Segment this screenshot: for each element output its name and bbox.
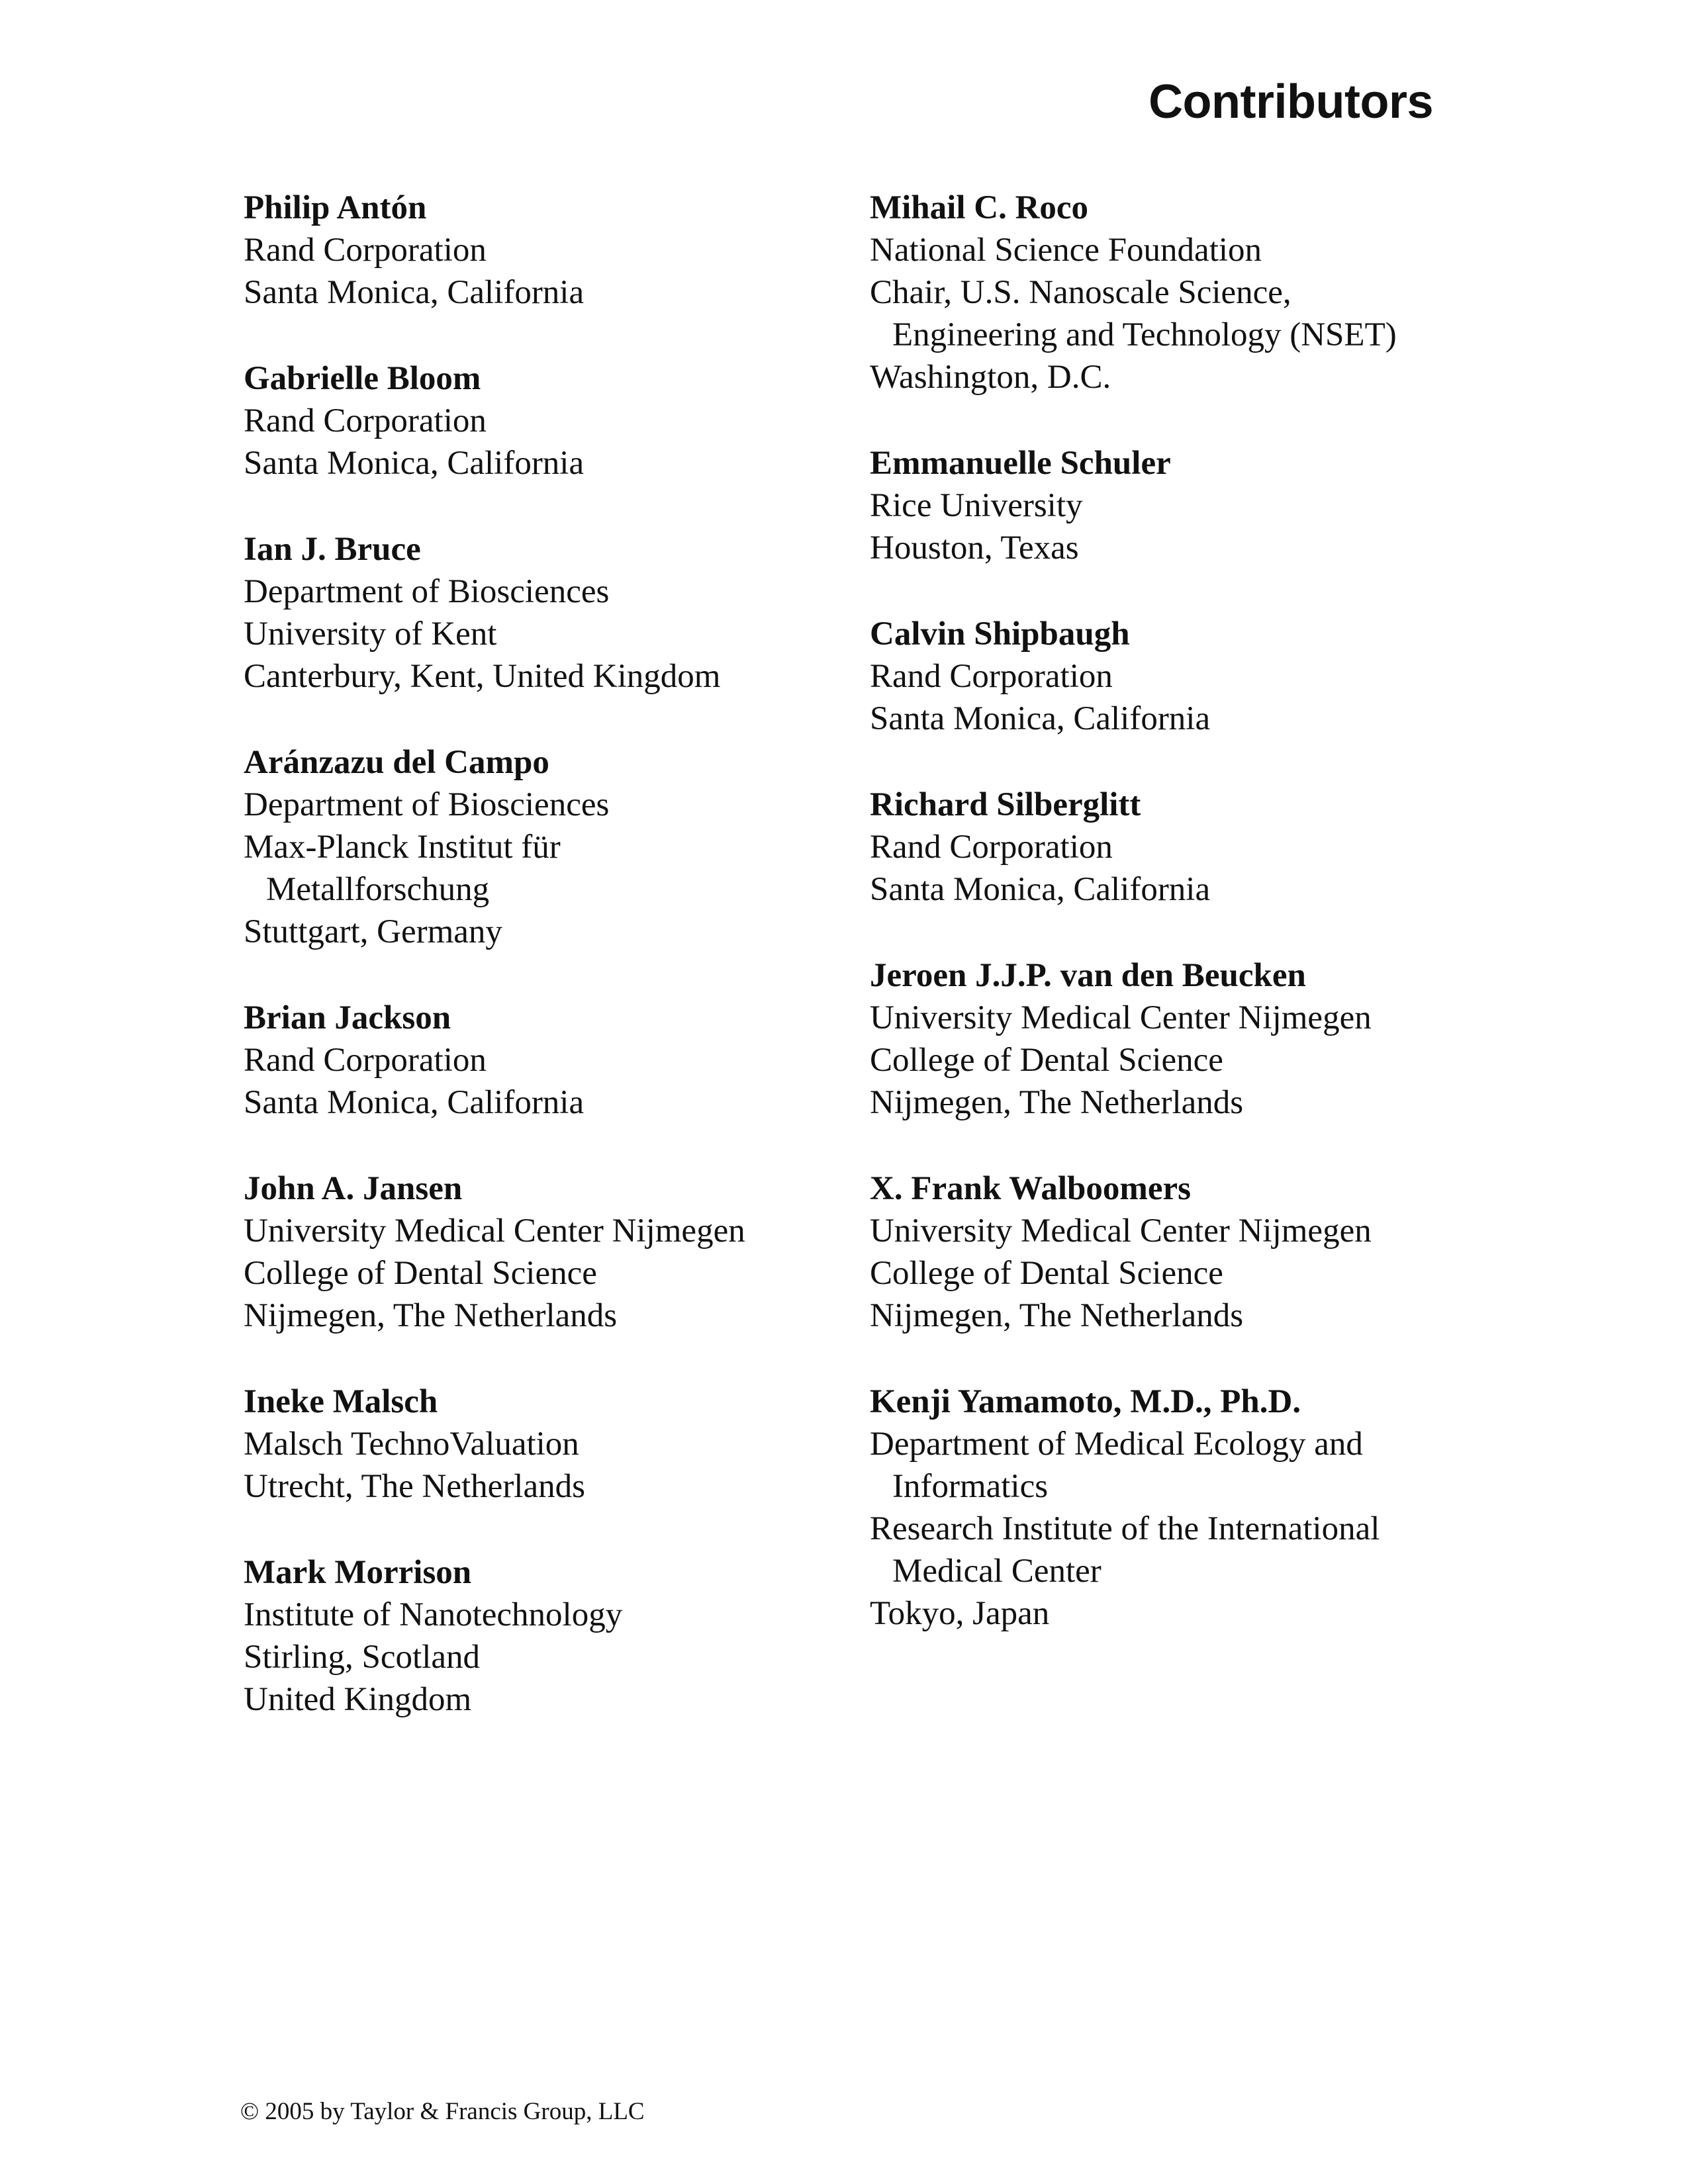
contributor-entry bbox=[870, 613, 1466, 740]
contributor-name: Emmanuelle Schuler bbox=[870, 445, 1171, 482]
affiliation-line: University Medical Center Nijmegen bbox=[870, 1212, 1372, 1250]
contributor-name: Calvin Shipbaugh bbox=[870, 615, 1130, 653]
contributor-name: Jeroen J.J.P. van den Beucken bbox=[870, 957, 1306, 994]
affiliation-line: Rand Corporation bbox=[244, 232, 487, 269]
page-title: Contributors bbox=[1149, 75, 1433, 128]
affiliation-line: University Medical Center Nijmegen bbox=[244, 1212, 745, 1250]
contributor-name: X. Frank Walboomers bbox=[870, 1170, 1191, 1207]
affiliation-line: Washington, D.C. bbox=[870, 359, 1111, 396]
contributor-name: John A. Jansen bbox=[244, 1170, 463, 1207]
affiliation-line: Nijmegen, The Netherlands bbox=[244, 1297, 618, 1334]
contributor-name: Gabrielle Bloom bbox=[244, 360, 481, 397]
affiliation-line: Max-Planck Institut für bbox=[244, 829, 561, 866]
affiliation-line: Rand Corporation bbox=[870, 658, 1113, 695]
contributor-entry bbox=[870, 784, 1466, 911]
affiliation-line: Nijmegen, The Netherlands bbox=[870, 1084, 1244, 1121]
affiliation-line: Engineering and Technology (NSET) bbox=[892, 316, 1397, 353]
contributor-name: Aránzazu del Campo bbox=[244, 744, 549, 781]
affiliation-line: United Kingdom bbox=[244, 1681, 472, 1718]
affiliation-line: Tokyo, Japan bbox=[870, 1595, 1050, 1632]
affiliation-line: Informatics bbox=[892, 1468, 1049, 1505]
affiliation-line: Stirling, Scotland bbox=[244, 1639, 480, 1676]
contributor-name: Richard Silberglitt bbox=[870, 786, 1141, 823]
contributor-name: Ian J. Bruce bbox=[244, 531, 421, 568]
contributor-entry bbox=[244, 741, 839, 953]
contributor-name: Mihail C. Roco bbox=[870, 189, 1089, 226]
affiliation-line: Utrecht, The Netherlands bbox=[244, 1468, 585, 1505]
affiliation-line: Santa Monica, California bbox=[244, 445, 585, 482]
contributor-entry bbox=[244, 1167, 839, 1337]
affiliation-line: Medical Center bbox=[892, 1553, 1102, 1590]
contributor-name: Kenji Yamamoto, M.D., Ph.D. bbox=[870, 1383, 1301, 1420]
affiliation-line: Nijmegen, The Netherlands bbox=[870, 1297, 1244, 1334]
affiliation-line: University of Kent bbox=[244, 615, 497, 653]
affiliation-line: Santa Monica, California bbox=[870, 871, 1211, 908]
affiliation-line: Houston, Texas bbox=[870, 529, 1079, 567]
contributor-entry bbox=[870, 187, 1466, 398]
affiliation-line: Institute of Nanotechnology bbox=[244, 1596, 623, 1633]
contributor-entry bbox=[870, 954, 1466, 1124]
affiliation-line: Malsch TechnoValuation bbox=[244, 1426, 579, 1463]
contributor-entry bbox=[244, 997, 839, 1124]
contributor-entry bbox=[244, 1551, 839, 1721]
affiliation-line: University Medical Center Nijmegen bbox=[870, 999, 1372, 1036]
affiliation-line: College of Dental Science bbox=[244, 1255, 597, 1292]
contributor-entry bbox=[870, 442, 1466, 569]
affiliation-line: Rand Corporation bbox=[244, 1042, 487, 1079]
affiliation-line: Rand Corporation bbox=[870, 829, 1113, 866]
affiliation-line: Metallforschung bbox=[266, 871, 490, 908]
affiliation-line: National Science Foundation bbox=[870, 232, 1262, 269]
affiliation-line: Department of Biosciences bbox=[244, 786, 610, 823]
contributors-right-column bbox=[870, 187, 1466, 1635]
affiliation-line: College of Dental Science bbox=[870, 1042, 1223, 1079]
affiliation-line: Rice University bbox=[870, 487, 1083, 524]
contributor-entry bbox=[244, 1381, 839, 1508]
contributors-left-column bbox=[244, 187, 839, 1721]
affiliation-line: Santa Monica, California bbox=[244, 1084, 585, 1121]
contributor-entry bbox=[244, 187, 839, 314]
affiliation-line: Rand Corporation bbox=[244, 402, 487, 439]
affiliation-line: Canterbury, Kent, United Kingdom bbox=[244, 658, 721, 695]
affiliation-line: Research Institute of the International bbox=[870, 1510, 1380, 1547]
contributor-name: Mark Morrison bbox=[244, 1554, 472, 1591]
contributor-entry bbox=[870, 1167, 1466, 1337]
affiliation-line: Santa Monica, California bbox=[870, 700, 1211, 737]
contributor-name: Ineke Malsch bbox=[244, 1383, 438, 1420]
affiliation-line: College of Dental Science bbox=[870, 1255, 1223, 1292]
copyright-notice: © 2005 by Taylor & Francis Group, LLC bbox=[240, 2098, 645, 2125]
contributor-entry bbox=[870, 1381, 1466, 1635]
contributor-name: Brian Jackson bbox=[244, 999, 451, 1036]
contributor-name: Philip Antón bbox=[244, 189, 427, 226]
affiliation-line: Stuttgart, Germany bbox=[244, 913, 502, 950]
contributor-entry bbox=[244, 357, 839, 484]
affiliation-line: Department of Biosciences bbox=[244, 573, 610, 610]
affiliation-line: Chair, U.S. Nanoscale Science, bbox=[870, 274, 1291, 311]
affiliation-line: Santa Monica, California bbox=[244, 274, 585, 311]
affiliation-line: Department of Medical Ecology and bbox=[870, 1426, 1363, 1463]
contributor-entry bbox=[244, 528, 839, 698]
